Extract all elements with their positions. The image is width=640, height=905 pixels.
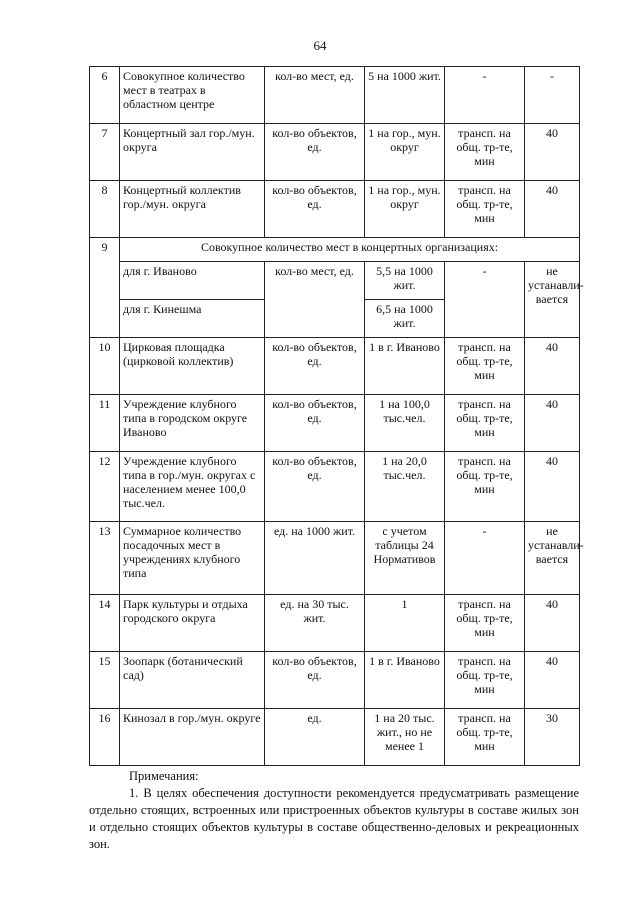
row-number: 15 (90, 652, 120, 709)
unit-cell: ед. на 30 тыс. жит. (265, 595, 365, 652)
access-cell: трансп. на общ. тр-те, мин (445, 181, 525, 238)
unit-cell: кол-во объектов, ед. (265, 338, 365, 395)
value-cell: 1 в г. Иваново (365, 652, 445, 709)
value-cell: 1 на гор., мун. округ (365, 124, 445, 181)
access-cell: трансп. на общ. тр-те, мин (445, 124, 525, 181)
object-name: для г. Кинешма (120, 300, 265, 338)
row-number: 6 (90, 67, 120, 124)
object-name: Парк культуры и отдыха городского округа (120, 595, 265, 652)
access-cell: трансп. на общ. тр-те, мин (445, 652, 525, 709)
unit-cell: кол-во объектов, ед. (265, 124, 365, 181)
access-value-cell: 40 (525, 595, 580, 652)
value-cell: 5 на 1000 жит. (365, 67, 445, 124)
table-row (90, 67, 580, 124)
value-cell: 6,5 на 1000 жит. (365, 300, 445, 338)
notes-body: 1. В целях обеспечения доступности рекомендуется предусматривать размещение отдельно стоящих, встроенных или пристроенных объектов культуры в составе жилых зон и отдельно стоящих объектов культуры в составе общественно-деловых и рекреационных зон. (89, 786, 579, 851)
row-number: 10 (90, 338, 120, 395)
value-cell: 1 на 100,0 тыс.чел. (365, 395, 445, 452)
page-number: 64 (313, 38, 327, 53)
access-value-cell: не устанавли-вается (525, 522, 580, 595)
table-row (90, 181, 580, 238)
access-cell: трансп. на общ. тр-те, мин (445, 595, 525, 652)
row-number: 13 (90, 522, 120, 595)
row-number: 7 (90, 124, 120, 181)
table-row (90, 395, 580, 452)
row-number: 12 (90, 452, 120, 522)
table-row (90, 262, 580, 300)
access-cell: трансп. на общ. тр-те, мин (445, 395, 525, 452)
access-value-cell: не устанавли-вается (525, 262, 580, 338)
row-number: 8 (90, 181, 120, 238)
table-row (90, 595, 580, 652)
table-row (90, 709, 580, 766)
access-cell: трансп. на общ. тр-те, мин (445, 338, 525, 395)
table-row (90, 238, 580, 262)
unit-cell: ед. (265, 709, 365, 766)
object-name: для г. Иваново (120, 262, 265, 300)
access-value-cell: 40 (525, 181, 580, 238)
value-cell: 1 на гор., мун. округ (365, 181, 445, 238)
row-number: 14 (90, 595, 120, 652)
value-cell: 5,5 на 1000 жит. (365, 262, 445, 300)
table-row (90, 652, 580, 709)
unit-cell: кол-во объектов, ед. (265, 395, 365, 452)
access-value-cell: 40 (525, 395, 580, 452)
access-value-cell: 40 (525, 124, 580, 181)
unit-cell: кол-во объектов, ед. (265, 652, 365, 709)
notes (89, 768, 579, 853)
access-value-cell: - (525, 67, 580, 124)
unit-cell: ед. на 1000 жит. (265, 522, 365, 595)
object-name: Совокупное количество мест в театрах в областном центре (120, 67, 265, 124)
object-name: Концертный зал гор./мун. округа (120, 124, 265, 181)
table-row (90, 124, 580, 181)
object-name: Кинозал в гор./мун. округе (120, 709, 265, 766)
object-name: Учреждение клубного типа в городском округе Иваново (120, 395, 265, 452)
table-row (90, 522, 580, 595)
norms-table-body (90, 67, 584, 766)
access-value-cell: 40 (525, 452, 580, 522)
group-header: Совокупное количество мест в концертных организациях: (120, 238, 580, 262)
access-cell: трансп. на общ. тр-те, мин (445, 709, 525, 766)
unit-cell: кол-во объектов, ед. (265, 181, 365, 238)
table-row (90, 338, 580, 395)
row-number: 11 (90, 395, 120, 452)
object-name: Концертный коллектив гор./мун. округа (120, 181, 265, 238)
row-number: 16 (90, 709, 120, 766)
access-cell: трансп. на общ. тр-те, мин (445, 452, 525, 522)
norms-table (89, 66, 584, 766)
object-name: Учреждение клубного типа в гор./мун. округах с населением менее 100,0 тыс.чел. (120, 452, 265, 522)
row-number: 9 (90, 238, 120, 338)
access-value-cell: 40 (525, 652, 580, 709)
access-cell: - (445, 522, 525, 595)
table-row (90, 452, 580, 522)
unit-cell: кол-во мест, ед. (265, 262, 365, 338)
notes-title: Примечания: (129, 769, 199, 783)
object-name: Суммарное количество посадочных мест в учреждениях клубного типа (120, 522, 265, 595)
unit-cell: кол-во мест, ед. (265, 67, 365, 124)
access-value-cell: 40 (525, 338, 580, 395)
unit-cell: кол-во объектов, ед. (265, 452, 365, 522)
value-cell: 1 на 20 тыс. жит., но не менее 1 (365, 709, 445, 766)
access-cell: - (445, 262, 525, 338)
value-cell: 1 в г. Иваново (365, 338, 445, 395)
access-cell: - (445, 67, 525, 124)
object-name: Цирковая площадка (цирковой коллектив) (120, 338, 265, 395)
access-value-cell: 30 (525, 709, 580, 766)
value-cell: 1 (365, 595, 445, 652)
object-name: Зоопарк (ботанический сад) (120, 652, 265, 709)
value-cell: с учетом таблицы 24 Нормативов (365, 522, 445, 595)
value-cell: 1 на 20,0 тыс.чел. (365, 452, 445, 522)
